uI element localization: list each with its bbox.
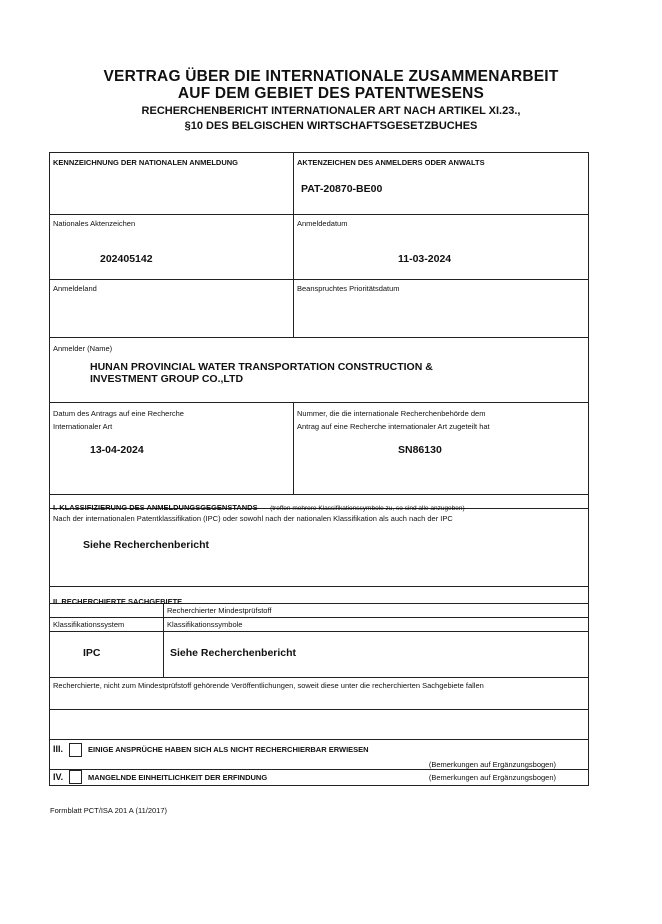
national-number-label: Nationales Aktenzeichen [53, 219, 136, 228]
classification-text: Nach der internationalen Patentklassifikation (IPC) oder sowohl nach der nationalen Klassifikation als auch nach der IPC [53, 514, 453, 523]
classification-symbols-value: Siehe Recherchenbericht [170, 647, 297, 659]
classification-heading-row [50, 495, 588, 512]
applicant-row [50, 338, 588, 403]
national-application-heading: KENNZEICHNUNG DER NATIONALEN ANMELDUNG [53, 158, 238, 167]
title-line-1: VERTRAG ÜBER DIE INTERNATIONALE ZUSAMMENARBEIT [103, 68, 559, 85]
title-line-2: AUF DEM GEBIET DES PATENTWESENS [177, 85, 485, 102]
document-header [0, 68, 662, 134]
section-four-number: IV. [53, 772, 64, 782]
classification-system-value: IPC [83, 647, 101, 659]
classification-values-row [50, 632, 588, 678]
applicant-name-line-1: HUNAN PROVINCIAL WATER TRANSPORTATION CONSTRUCTION & [90, 361, 433, 373]
applicant-label: Anmelder (Name) [53, 344, 113, 353]
search-report-form [49, 152, 589, 786]
applicant-name [90, 361, 433, 385]
priority-date-label: Beanspruchtes Prioritätsdatum [297, 284, 400, 293]
section-three-checkbox[interactable] [69, 743, 82, 757]
classification-symbols-label: Klassifikationssymbole [167, 620, 243, 629]
section-three-number: III. [53, 744, 64, 754]
classification-columns-row [50, 618, 588, 632]
blank-row [50, 710, 588, 740]
section-three-note: (Bemerkungen auf Ergänzungsbogen) [428, 760, 556, 769]
searched-fields-heading: II. RECHERCHIERTE SACHGEBIETE [53, 597, 183, 606]
subtitle-line-1: RECHERCHENBERICHT INTERNATIONALER ART NACH ARTIKEL XI.23., [141, 105, 521, 117]
classification-value: Siehe Recherchenbericht [83, 539, 210, 551]
filing-date-value: 11-03-2024 [398, 253, 452, 265]
subtitle-line-2: §10 DES BELGISCHEN WIRTSCHAFTSGESETZBUCHES [184, 120, 478, 132]
search-request-row [50, 403, 588, 495]
section-four-checkbox[interactable] [69, 770, 82, 784]
search-request-label: Datum des Antrags auf eine Recherche Internationaler Art [53, 409, 184, 431]
other-documentation-row [50, 678, 588, 710]
classification-body-row [50, 509, 588, 587]
authority-number-label: Nummer, die die internationale Recherchenbehörde dem Antrag auf eine Recherche internationaler Art zugeteilt hat [297, 409, 490, 431]
section-four-note: (Bemerkungen auf Ergänzungsbogen) [428, 773, 556, 782]
searched-fields-heading-row [50, 587, 588, 604]
classification-system-label: Klassifikationssystem [50, 618, 164, 631]
filing-date-label: Anmeldedatum [297, 219, 348, 228]
national-number-row [50, 215, 588, 280]
section-four-row [50, 770, 588, 785]
country-row [50, 280, 588, 338]
minimum-documentation-label: Recherchierter Mindestprüfstoff [167, 606, 272, 615]
identification-row [50, 153, 588, 215]
classification-heading: I. KLASSIFIZIERUNG DES ANMELDUNGSGEGENSTANDS [53, 503, 258, 512]
applicant-reference-value: PAT-20870-BE00 [301, 183, 383, 195]
national-number-value: 202405142 [100, 253, 153, 265]
classification-note: (treffen mehrere Klassifikationssymbole zu, so sind alle anzugeben) [270, 505, 465, 512]
other-documentation-text: Recherchierte, nicht zum Mindestprüfstoff gehörende Veröffentlichungen, soweit diese unter die recherchierten Sachgebiete fallen [53, 681, 484, 690]
minimum-documentation-row [50, 604, 588, 618]
section-four-text: MANGELNDE EINHEITLICHKEIT DER ERFINDUNG [88, 773, 268, 782]
form-footer: Formblatt PCT/ISA 201 A (11/2017) [50, 806, 168, 815]
section-three-row [50, 740, 588, 770]
section-three-text: EINIGE ANSPRÜCHE HABEN SICH ALS NICHT RECHERCHIERBAR ERWIESEN [88, 745, 369, 754]
applicant-reference-heading: AKTENZEICHEN DES ANMELDERS ODER ANWALTS [297, 158, 485, 167]
applicant-name-line-2: INVESTMENT GROUP CO.,LTD [90, 373, 244, 385]
search-request-date: 13-04-2024 [90, 444, 144, 456]
country-label: Anmeldeland [53, 284, 97, 293]
authority-number-value: SN86130 [398, 444, 442, 456]
